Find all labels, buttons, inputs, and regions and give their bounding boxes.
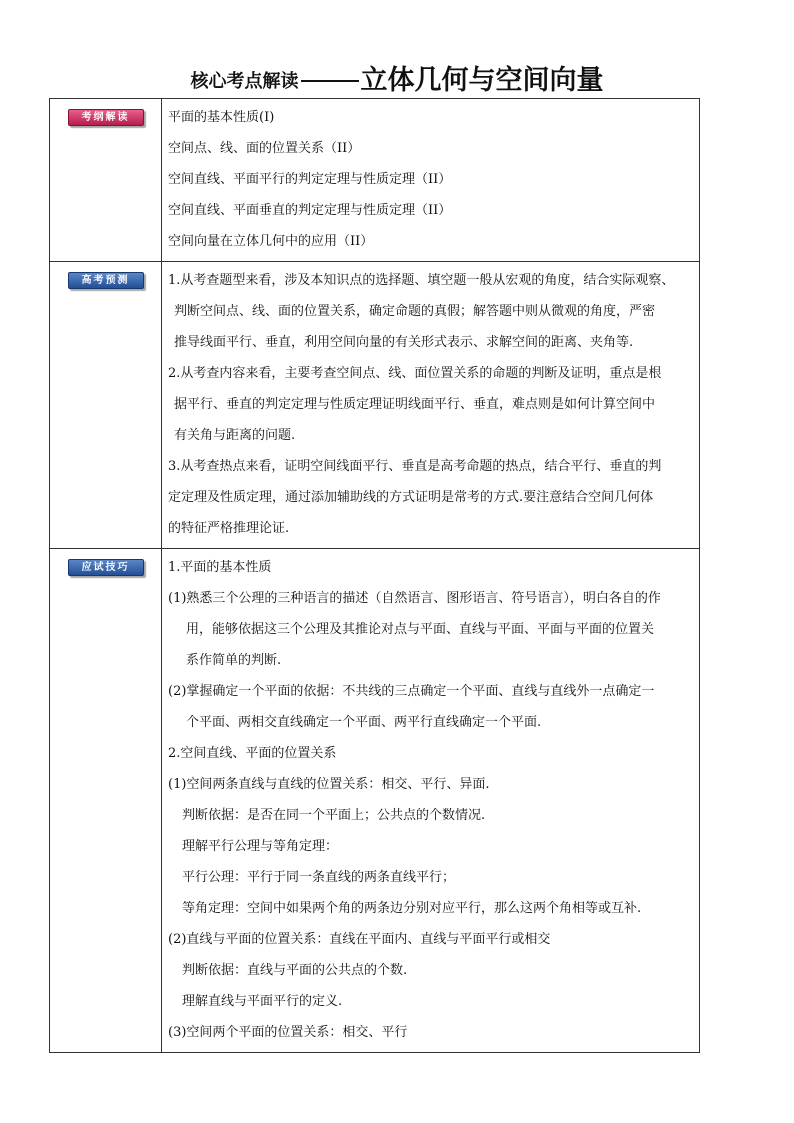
title-prefix: 核心考点解读: [190, 71, 299, 92]
skills-line: (2)掌握确定一个平面的依据：不共线的三点确定一个平面、直线与直线外一点确定一: [168, 684, 655, 699]
skills-line: (1)熟悉三个公理的三种语言的描述（自然语言、图形语言、符号语言），明白各自的作: [168, 591, 661, 606]
forecast-badge: 高考预测: [68, 272, 144, 289]
skills-content: [162, 549, 700, 1053]
title-main: 立体几何与空间向量: [360, 65, 604, 96]
skills-line: 用，能够依据这三个公理及其推论对点与平面、直线与平面、平面与平面的位置关: [186, 622, 655, 637]
skills-line: 等角定理：空间中如果两个角的两条边分别对应平行，那么这两个角相等或互补.: [182, 901, 642, 916]
outline-line: 空间点、线、面的位置关系（II）: [168, 141, 361, 156]
skills-line: 理解平行公理与等角定理：: [182, 839, 339, 854]
skills-line: 判断依据：直线与平面的公共点的个数.: [182, 963, 408, 978]
forecast-line: 3.从考查热点来看，证明空间线面平行、垂直是高考命题的热点，结合平行、垂直的判: [168, 459, 662, 474]
forecast-line: 定定理及性质定理，通过添加辅助线的方式证明是常考的方式.要注意结合空间几何体: [168, 490, 654, 505]
forecast-line: 的特征严格推理论证.: [168, 521, 290, 536]
skills-badge-cell: [50, 549, 162, 1053]
forecast-row: [50, 262, 700, 549]
forecast-line: 有关角与距离的问题.: [174, 428, 296, 443]
content-table: [49, 98, 700, 1053]
outline-line: 空间直线、平面平行的判定定理与性质定理（II）: [168, 172, 452, 187]
forecast-badge-cell: [50, 262, 162, 549]
outline-content: [162, 99, 700, 262]
forecast-line: 推导线面平行、垂直，利用空间向量的有关形式表示、求解空间的距离、夹角等.: [174, 335, 634, 350]
title-dash: [301, 80, 359, 82]
forecast-line: 判断空间点、线、面的位置关系，确定命题的真假；解答题中则从微观的角度，严密: [174, 304, 656, 319]
forecast-content: [162, 262, 700, 549]
skills-line: (1)空间两条直线与直线的位置关系：相交、平行、异面.: [168, 777, 490, 792]
skills-row: [50, 549, 700, 1053]
outline-badge-cell: [50, 99, 162, 262]
outline-line: 空间直线、平面垂直的判定定理与性质定理（II）: [168, 203, 452, 218]
skills-badge: 应试技巧: [68, 559, 144, 576]
forecast-line: 1.从考查题型来看，涉及本知识点的选择题、填空题一般从宏观的角度，结合实际观察、: [168, 273, 675, 288]
outline-row: [50, 99, 700, 262]
outline-line: 空间向量在立体几何中的应用（II）: [168, 234, 374, 249]
outline-line: 平面的基本性质(I): [168, 110, 275, 125]
document-title: [0, 58, 794, 97]
skills-line: (3)空间两个平面的位置关系：相交、平行: [168, 1025, 408, 1040]
skills-line: 1.平面的基本性质: [168, 560, 272, 575]
skills-line: 系作简单的判断.: [186, 653, 282, 668]
skills-line: 个平面、两相交直线确定一个平面、两平行直线确定一个平面.: [186, 715, 542, 730]
skills-line: 2.空间直线、平面的位置关系: [168, 746, 337, 761]
forecast-line: 据平行、垂直的判定定理与性质定理证明线面平行、垂直，难点则是如何计算空间中: [174, 397, 656, 412]
skills-line: 理解直线与平面平行的定义.: [182, 994, 343, 1009]
skills-line: 判断依据：是否在同一个平面上；公共点的个数情况.: [182, 808, 486, 823]
forecast-line: 2.从考查内容来看，主要考查空间点、线、面位置关系的命题的判断及证明，重点是根: [168, 366, 662, 381]
skills-line: 平行公理：平行于同一条直线的两条直线平行；: [182, 870, 456, 885]
outline-badge: 考纲解读: [68, 109, 144, 126]
skills-line: (2)直线与平面的位置关系：直线在平面内、直线与平面平行或相交: [168, 932, 551, 947]
